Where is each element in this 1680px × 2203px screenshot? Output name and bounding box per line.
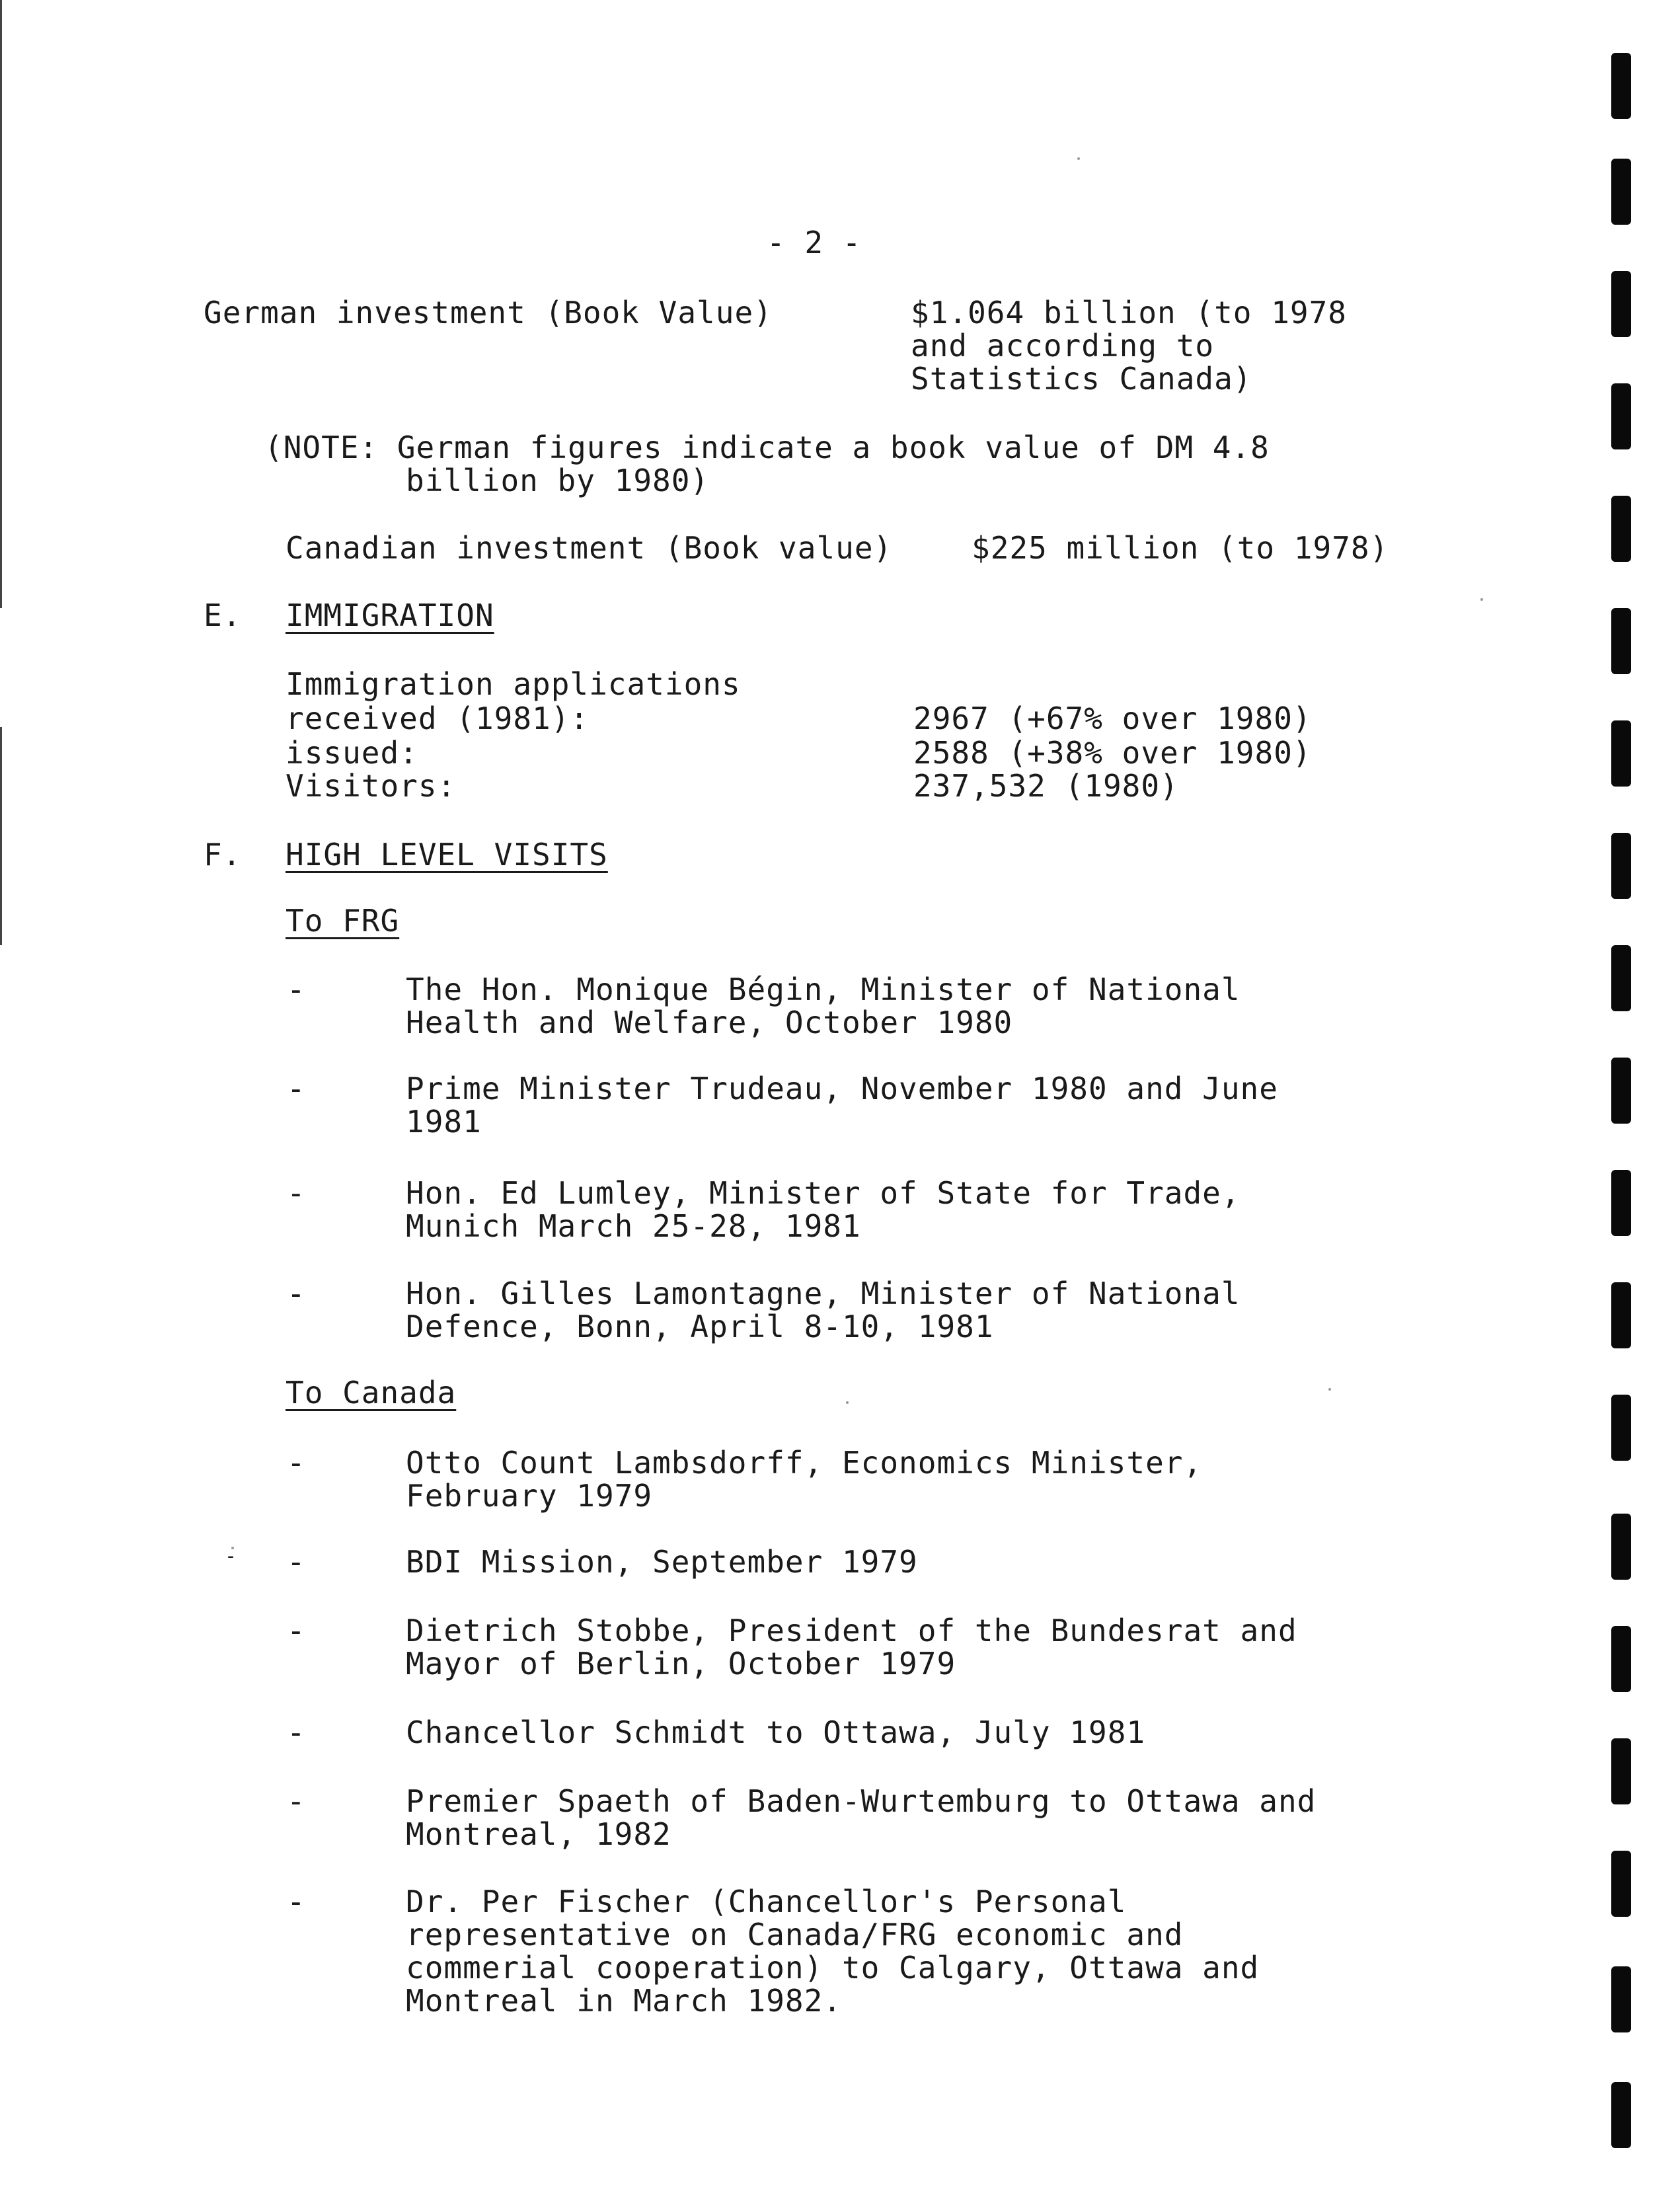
punch-mark (1611, 383, 1631, 449)
visit-item: Montreal in March 1982. (406, 1983, 842, 2019)
punch-mark (1611, 1514, 1631, 1580)
subheading-to-canada: To Canada (286, 1375, 457, 1411)
left-scan-edge-lower (0, 727, 2, 945)
punch-mark (1611, 1851, 1631, 1917)
visit-item: The Hon. Monique Bégin, Minister of National (406, 972, 1241, 1007)
immigration-value: 2588 (+38% over 1980) (913, 735, 1312, 771)
bullet-dash: - (287, 1071, 306, 1106)
immigration-value: 2967 (+67% over 1980) (913, 701, 1312, 736)
punch-mark (1611, 53, 1631, 119)
visit-item: 1981 (406, 1104, 482, 1140)
bullet-dash: - (287, 1783, 306, 1819)
punch-mark (1611, 496, 1631, 562)
visit-item: Dr. Per Fischer (Chancellor's Personal (406, 1884, 1127, 1919)
section-letter: F. (204, 837, 242, 872)
visit-item: Hon. Gilles Lamontagne, Minister of National (406, 1276, 1241, 1311)
margin-tick: - (225, 1545, 238, 1568)
visit-item: Munich March 25-28, 1981 (406, 1208, 861, 1244)
immigration-value: 237,532 (1980) (913, 768, 1179, 804)
bullet-dash: - (287, 972, 306, 1007)
punch-mark (1611, 720, 1631, 787)
bullet-dash: - (287, 1884, 306, 1919)
immigration-label: Visitors: (286, 768, 457, 804)
bullet-dash: - (287, 1276, 306, 1311)
visit-item: Premier Spaeth of Baden-Wurtemburg to Ottawa and (406, 1783, 1317, 1819)
bullet-dash: - (287, 1445, 306, 1481)
visit-item: Otto Count Lambsdorff, Economics Minister, (406, 1445, 1203, 1481)
section-letter: E. (204, 598, 242, 633)
page-number: - 2 - (767, 225, 862, 260)
bullet-dash: - (287, 1613, 306, 1648)
punch-mark (1611, 1966, 1631, 2032)
canadian-investment-value: $225 million (to 1978) (972, 530, 1389, 566)
punch-mark (1611, 2082, 1631, 2148)
punch-mark (1611, 1282, 1631, 1348)
bullet-dash: - (287, 1175, 306, 1211)
scan-speck (846, 1401, 849, 1404)
visit-item: Health and Welfare, October 1980 (406, 1005, 1013, 1040)
visit-item: February 1979 (406, 1478, 653, 1514)
scan-speck (1077, 157, 1080, 160)
visit-item: Defence, Bonn, April 8-10, 1981 (406, 1309, 994, 1344)
immigration-label: received (1981): (286, 701, 590, 736)
section-heading: HIGH LEVEL VISITS (286, 837, 608, 872)
scan-speck (1480, 598, 1483, 601)
punch-mark (1611, 1738, 1631, 1804)
german-investment-value: Statistics Canada) (911, 361, 1252, 397)
punch-mark (1611, 1170, 1631, 1236)
visit-item: Montreal, 1982 (406, 1816, 671, 1852)
visit-item: representative on Canada/FRG economic and (406, 1917, 1184, 1952)
punch-mark (1611, 833, 1631, 899)
visit-item: Mayor of Berlin, October 1979 (406, 1646, 956, 1681)
immigration-label: issued: (286, 735, 418, 771)
bullet-dash: - (287, 1544, 306, 1580)
german-investment-value: $1.064 billion (to 1978 (911, 295, 1347, 330)
german-investment-value: and according to (911, 328, 1215, 364)
punch-mark (1611, 945, 1631, 1011)
left-scan-edge (0, 0, 2, 608)
visit-item: Hon. Ed Lumley, Minister of State for Trade, (406, 1175, 1241, 1211)
bullet-dash: - (287, 1715, 306, 1750)
visit-item: Chancellor Schmidt to Ottawa, July 1981 (406, 1715, 1146, 1750)
immigration-label: Immigration applications (286, 666, 741, 702)
visit-item: Prime Minister Trudeau, November 1980 and June (406, 1071, 1278, 1106)
german-investment-label: German investment (Book Value) (204, 295, 773, 330)
canadian-investment-label: Canadian investment (Book value) (286, 530, 893, 566)
punch-mark (1611, 1626, 1631, 1692)
visit-item: BDI Mission, September 1979 (406, 1544, 918, 1580)
investment-note: billion by 1980) (406, 463, 710, 498)
visit-item: commerial cooperation) to Calgary, Ottawa and (406, 1950, 1260, 1986)
punch-mark (1611, 271, 1631, 337)
punch-mark (1611, 159, 1631, 225)
section-heading: IMMIGRATION (286, 598, 494, 633)
punch-mark (1611, 608, 1631, 674)
subheading-to-frg: To FRG (286, 903, 400, 939)
investment-note: (NOTE: German figures indicate a book value of DM 4.8 (264, 430, 1270, 465)
punch-mark (1611, 1058, 1631, 1124)
scan-speck (1328, 1388, 1331, 1391)
punch-mark (1611, 1395, 1631, 1461)
visit-item: Dietrich Stobbe, President of the Bundesrat and (406, 1613, 1297, 1648)
